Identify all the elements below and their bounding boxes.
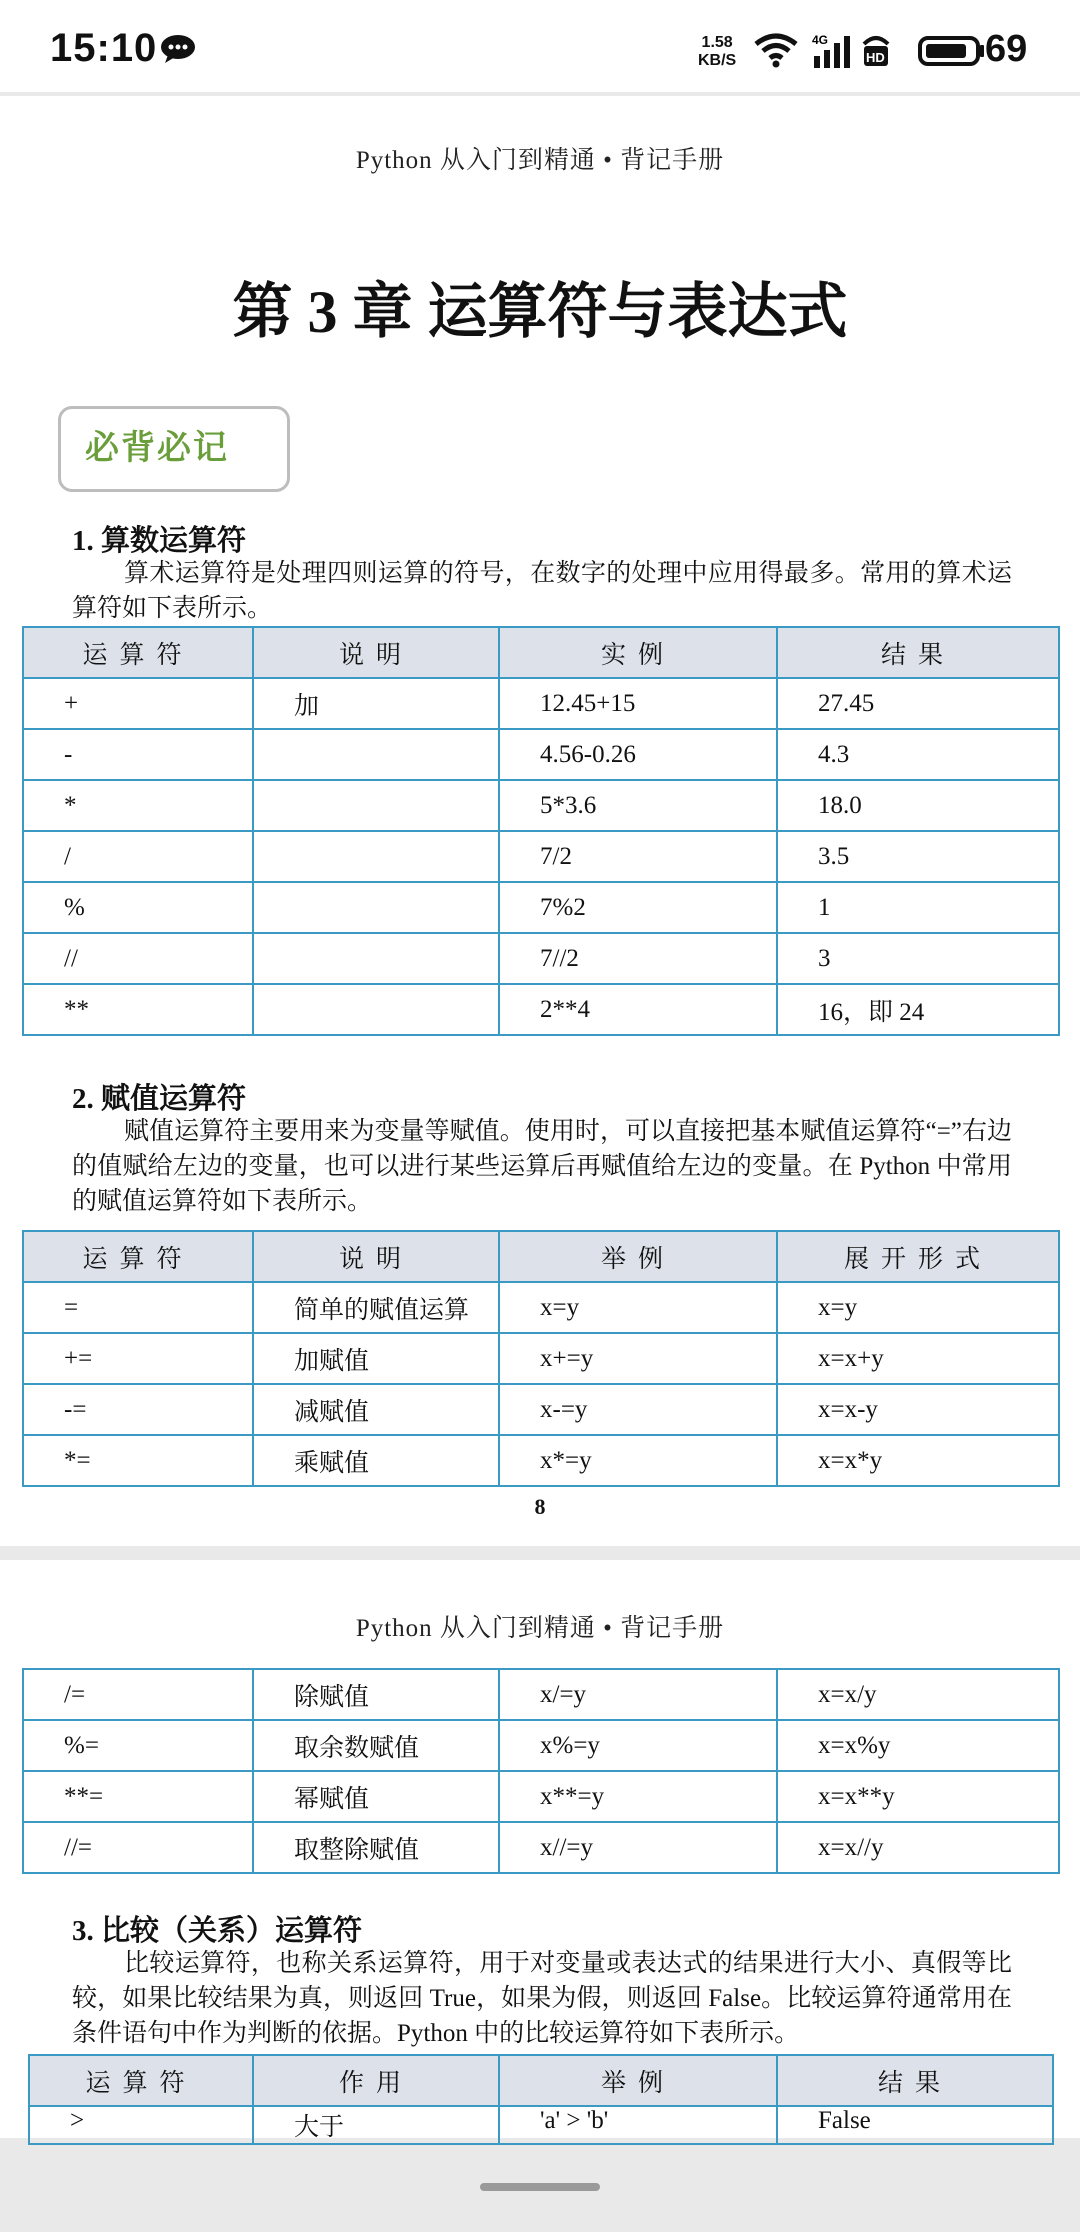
table-cell: 7%2 bbox=[499, 882, 777, 933]
table-row bbox=[23, 678, 1059, 729]
table-cell: 16，即 24 bbox=[777, 984, 1059, 1035]
column-header: 举例 bbox=[499, 2055, 777, 2106]
table-cell: 加 bbox=[253, 678, 499, 729]
column-header: 说明 bbox=[253, 1231, 499, 1282]
table-cell: 'a' > 'b' bbox=[499, 2106, 777, 2144]
table-row bbox=[23, 1384, 1059, 1435]
table-row bbox=[23, 1333, 1059, 1384]
table-cell bbox=[253, 729, 499, 780]
table-cell: **= bbox=[23, 1771, 253, 1822]
network-speed-unit: KB/S bbox=[698, 52, 737, 69]
column-header: 运算符 bbox=[23, 627, 253, 678]
table-row bbox=[23, 882, 1059, 933]
table-cell: 乘赋值 bbox=[253, 1435, 499, 1486]
section-heading-arithmetic: 1. 算数运算符 bbox=[72, 525, 247, 557]
table-cell: x-=y bbox=[499, 1384, 777, 1435]
assignment-operators-table-continued bbox=[22, 1668, 1060, 1874]
signal-type-label: 4G bbox=[812, 33, 829, 47]
section-heading-assignment: 2. 赋值运算符 bbox=[72, 1083, 247, 1115]
section-body-comparison: 比较运算符，也称关系运算符，用于对变量或表达式的结果进行大小、真假等比较，如果比较结果为真，则返回 True，如果为假，则返回 False。比较运算符通常用在条件语句中作为判断的依据。Python 中的比较运算符如下表所示。 bbox=[72, 1950, 1012, 2047]
column-header: 展开形式 bbox=[777, 1231, 1059, 1282]
table-cell bbox=[253, 984, 499, 1035]
table-cell: 7/2 bbox=[499, 831, 777, 882]
table-cell: x=y bbox=[499, 1282, 777, 1333]
table-cell: x=x/y bbox=[777, 1669, 1059, 1720]
table-row bbox=[23, 1435, 1059, 1486]
table-cell: x//=y bbox=[499, 1822, 777, 1873]
page-number: 8 bbox=[534, 1494, 546, 1519]
table-row bbox=[23, 780, 1059, 831]
table-cell: ** bbox=[23, 984, 253, 1035]
table-cell: 3 bbox=[777, 933, 1059, 984]
table-cell: 幂赋值 bbox=[253, 1771, 499, 1822]
table-cell: -= bbox=[23, 1384, 253, 1435]
section-body-arithmetic: 算术运算符是处理四则运算的符号，在数字的处理中应用得最多。常用的算术运算符如下表所示。 bbox=[72, 560, 1012, 622]
table-cell: 除赋值 bbox=[253, 1669, 499, 1720]
table-cell: x=x+y bbox=[777, 1333, 1059, 1384]
table-row bbox=[23, 729, 1059, 780]
table-cell: 加赋值 bbox=[253, 1333, 499, 1384]
table-row bbox=[23, 1822, 1059, 1873]
hd-label: HD bbox=[866, 50, 885, 65]
section-body-assignment: 赋值运算符主要用来为变量等赋值。使用时，可以直接把基本赋值运算符“=”右边的值赋给左边的变量，也可以进行某些运算后再赋值给左边的变量。在 Python 中常用的赋值运算符如下表所示。 bbox=[72, 1118, 1012, 1215]
table-cell: += bbox=[23, 1333, 253, 1384]
table-cell: 取整除赋值 bbox=[253, 1822, 499, 1873]
table-cell: x=x-y bbox=[777, 1384, 1059, 1435]
table-cell: 简单的赋值运算 bbox=[253, 1282, 499, 1333]
chat-bubble-icon bbox=[160, 34, 196, 64]
table-cell: False bbox=[777, 2106, 1053, 2144]
table-cell: x=x%y bbox=[777, 1720, 1059, 1771]
table-header-row bbox=[23, 627, 1059, 678]
column-header: 实例 bbox=[499, 627, 777, 678]
table-header-row bbox=[29, 2055, 1053, 2106]
network-speed-value: 1.58 bbox=[701, 34, 733, 51]
table-cell: 取余数赋值 bbox=[253, 1720, 499, 1771]
table-cell: 1 bbox=[777, 882, 1059, 933]
table-header-row bbox=[23, 1231, 1059, 1282]
table-cell: x%=y bbox=[499, 1720, 777, 1771]
table-cell: x*=y bbox=[499, 1435, 777, 1486]
table-cell: 27.45 bbox=[777, 678, 1059, 729]
table-row bbox=[29, 2106, 1053, 2144]
table-cell: *= bbox=[23, 1435, 253, 1486]
table-row bbox=[23, 1771, 1059, 1822]
gesture-nav-bar[interactable] bbox=[480, 2183, 600, 2191]
table-cell: + bbox=[23, 678, 253, 729]
table-row bbox=[23, 831, 1059, 882]
column-header: 运算符 bbox=[29, 2055, 253, 2106]
table-cell: 7//2 bbox=[499, 933, 777, 984]
table-cell: 减赋值 bbox=[253, 1384, 499, 1435]
table-cell: = bbox=[23, 1282, 253, 1333]
wifi-icon bbox=[756, 36, 796, 68]
battery-icon bbox=[920, 38, 984, 64]
table-cell bbox=[253, 933, 499, 984]
table-cell: 大于 bbox=[253, 2106, 499, 2144]
column-header: 结果 bbox=[777, 2055, 1053, 2106]
column-header: 结果 bbox=[777, 627, 1059, 678]
section-heading-comparison: 3. 比较（关系）运算符 bbox=[72, 1915, 363, 1947]
table-cell: %= bbox=[23, 1720, 253, 1771]
status-time: 15:10 bbox=[50, 26, 158, 70]
section-badge: 必背必记 bbox=[58, 406, 290, 492]
table-cell: 4.56-0.26 bbox=[499, 729, 777, 780]
table-cell: x=x**y bbox=[777, 1771, 1059, 1822]
table-cell: 12.45+15 bbox=[499, 678, 777, 729]
table-cell bbox=[253, 882, 499, 933]
table-cell: // bbox=[23, 933, 253, 984]
table-cell: 5*3.6 bbox=[499, 780, 777, 831]
table-row bbox=[23, 1669, 1059, 1720]
column-header: 作用 bbox=[253, 2055, 499, 2106]
document-page-9 bbox=[0, 1560, 1080, 2141]
table-row bbox=[23, 1720, 1059, 1771]
running-head: Python 从入门到精通 • 背记手册 bbox=[355, 1615, 725, 1642]
chapter-title: 第 3 章 运算符与表达式 bbox=[232, 279, 848, 345]
table-row bbox=[23, 933, 1059, 984]
table-cell: 18.0 bbox=[777, 780, 1059, 831]
network-speed bbox=[698, 34, 736, 70]
table-cell: % bbox=[23, 882, 253, 933]
assignment-operators-table bbox=[22, 1230, 1060, 1487]
status-bar bbox=[0, 0, 1080, 92]
column-header: 举例 bbox=[499, 1231, 777, 1282]
column-header: 运算符 bbox=[23, 1231, 253, 1282]
table-cell: 3.5 bbox=[777, 831, 1059, 882]
table-cell: * bbox=[23, 780, 253, 831]
table-cell: //= bbox=[23, 1822, 253, 1873]
table-cell bbox=[253, 831, 499, 882]
table-cell: x=y bbox=[777, 1282, 1059, 1333]
table-cell: / bbox=[23, 831, 253, 882]
table-cell: /= bbox=[23, 1669, 253, 1720]
table-cell: x/=y bbox=[499, 1669, 777, 1720]
battery-level: 69 bbox=[985, 28, 1028, 70]
table-cell: x=x//y bbox=[777, 1822, 1059, 1873]
table-cell: 4.3 bbox=[777, 729, 1059, 780]
table-cell: - bbox=[23, 729, 253, 780]
document-page-8 bbox=[0, 96, 1080, 1546]
table-row bbox=[23, 984, 1059, 1035]
arithmetic-operators-table bbox=[22, 626, 1060, 1036]
comparison-operators-table bbox=[28, 2054, 1054, 2145]
table-cell: > bbox=[29, 2106, 253, 2144]
table-cell: x+=y bbox=[499, 1333, 777, 1384]
table-cell: x**=y bbox=[499, 1771, 777, 1822]
table-cell: 2**4 bbox=[499, 984, 777, 1035]
table-cell bbox=[253, 780, 499, 831]
running-head: Python 从入门到精通 • 背记手册 bbox=[355, 147, 725, 174]
table-row bbox=[23, 1282, 1059, 1333]
table-cell: x=x*y bbox=[777, 1435, 1059, 1486]
column-header: 说明 bbox=[253, 627, 499, 678]
